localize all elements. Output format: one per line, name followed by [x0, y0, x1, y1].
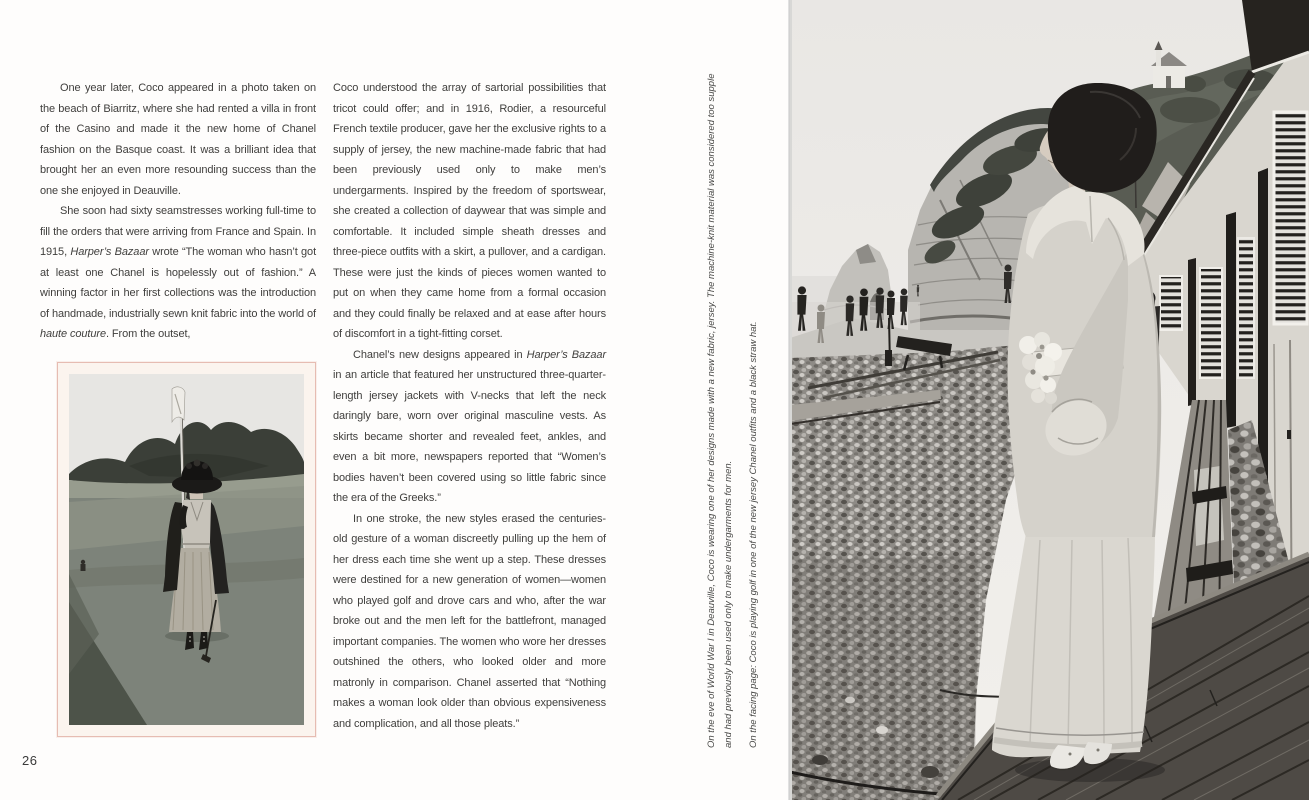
- beach-photo-image: [790, 0, 1309, 800]
- door-handle: [1287, 430, 1291, 439]
- paragraph: Chanel’s new designs appeared in Harper’s Bazaar in an article that featured her unstructured three-quarter-length jersey jackets with V-necks that left the neck daringly bare, worn over original masculine vests. As skirts became shorter and revealed feet, ankles, and even a bit more, newspapers reported that “Women’s bodies haven’t been covered using so little fabric since the era of the Greeks.”: [333, 348, 607, 504]
- caption-line: On the facing page: Coco is playing golf in one of the new jersey Chanel outfits and a black straw hat.: [748, 321, 759, 748]
- hand: [180, 523, 186, 529]
- text-column-left: [40, 78, 316, 345]
- louver-shutter: [1160, 276, 1182, 330]
- bouffant-hair: [1048, 83, 1157, 193]
- louver-shutter: [1200, 268, 1222, 378]
- golf-photo-image: [69, 374, 304, 725]
- louver-shutter: [1274, 112, 1307, 324]
- photo-left-edge: [790, 0, 792, 800]
- right-page-photo: [790, 0, 1309, 800]
- paragraph: She soon had sixty seamstresses working full-time to fill the orders that were arriving from France and Spain. In 1915, Harper’s Bazaar wrote “The woman who hasn’t got at least one Chanel is hopelessly out of fashion.” A winning factor in her first collections was the introduction of handmade, industrially sewn knit fabric into the world of haute couture. From the outset,: [40, 205, 317, 340]
- photo-caption: [704, 60, 760, 748]
- photo-caption-text: [704, 60, 760, 748]
- page-number: 26: [22, 753, 38, 768]
- paragraph: In one stroke, the new styles erased the centuries-old gesture of a woman discreetly pulling up the hem of her dress each time she went up a step. These dresses were destined for a new generation of women—women who played golf and drove cars and who, after the war broke out and the men left for the battlefront, managed important companies. The women who wore her dresses outshined the others, who looked older and more matronly in comparison. Chanel asserted that “Nothing makes a woman look older than obvious expensiveness and complication, and all those pleats.”: [333, 512, 606, 730]
- paragraph: One year later, Coco appeared in a photo taken on the beach of Biarritz, where she had rented a villa in front of the Casino and made it the new home of Chanel fashion on the Basque coast. It was a brilliant idea that brought her an even more resounding success than the one she enjoyed in Deauville.: [40, 82, 316, 197]
- distant-person: [81, 560, 86, 571]
- caption-line: On the eve of World War I in Deauville, Coco is wearing one of her designs made with a new fabric, jersey. The machine-knit material was considered too supple and had previously been used only to make undergarments for men.: [706, 73, 734, 748]
- louver-shutter: [1238, 238, 1254, 378]
- golf-photo: [57, 362, 316, 737]
- paragraph: Coco understood the array of sartorial possibilities that tricot could offer; and in 1916, Rodier, a resourceful French textile producer, gave her the exclusive rights to a supply of jersey, the new machine-made fabric that had been previously used only to make men’s undergarments. Inspired by the freedom of sportswear, she created a collection of daywear that was simple and comfortable. It included simple sheath dresses and three-piece outfits with a skirt, a pullover, and a cardigan. These were just the kinds of pieces women wanted to put on when they came home from a formal occasion and they could finally be relaxed and at ease after hours of discomfort in a tight-fitting corset.: [333, 82, 606, 340]
- text-column-right: [333, 78, 606, 734]
